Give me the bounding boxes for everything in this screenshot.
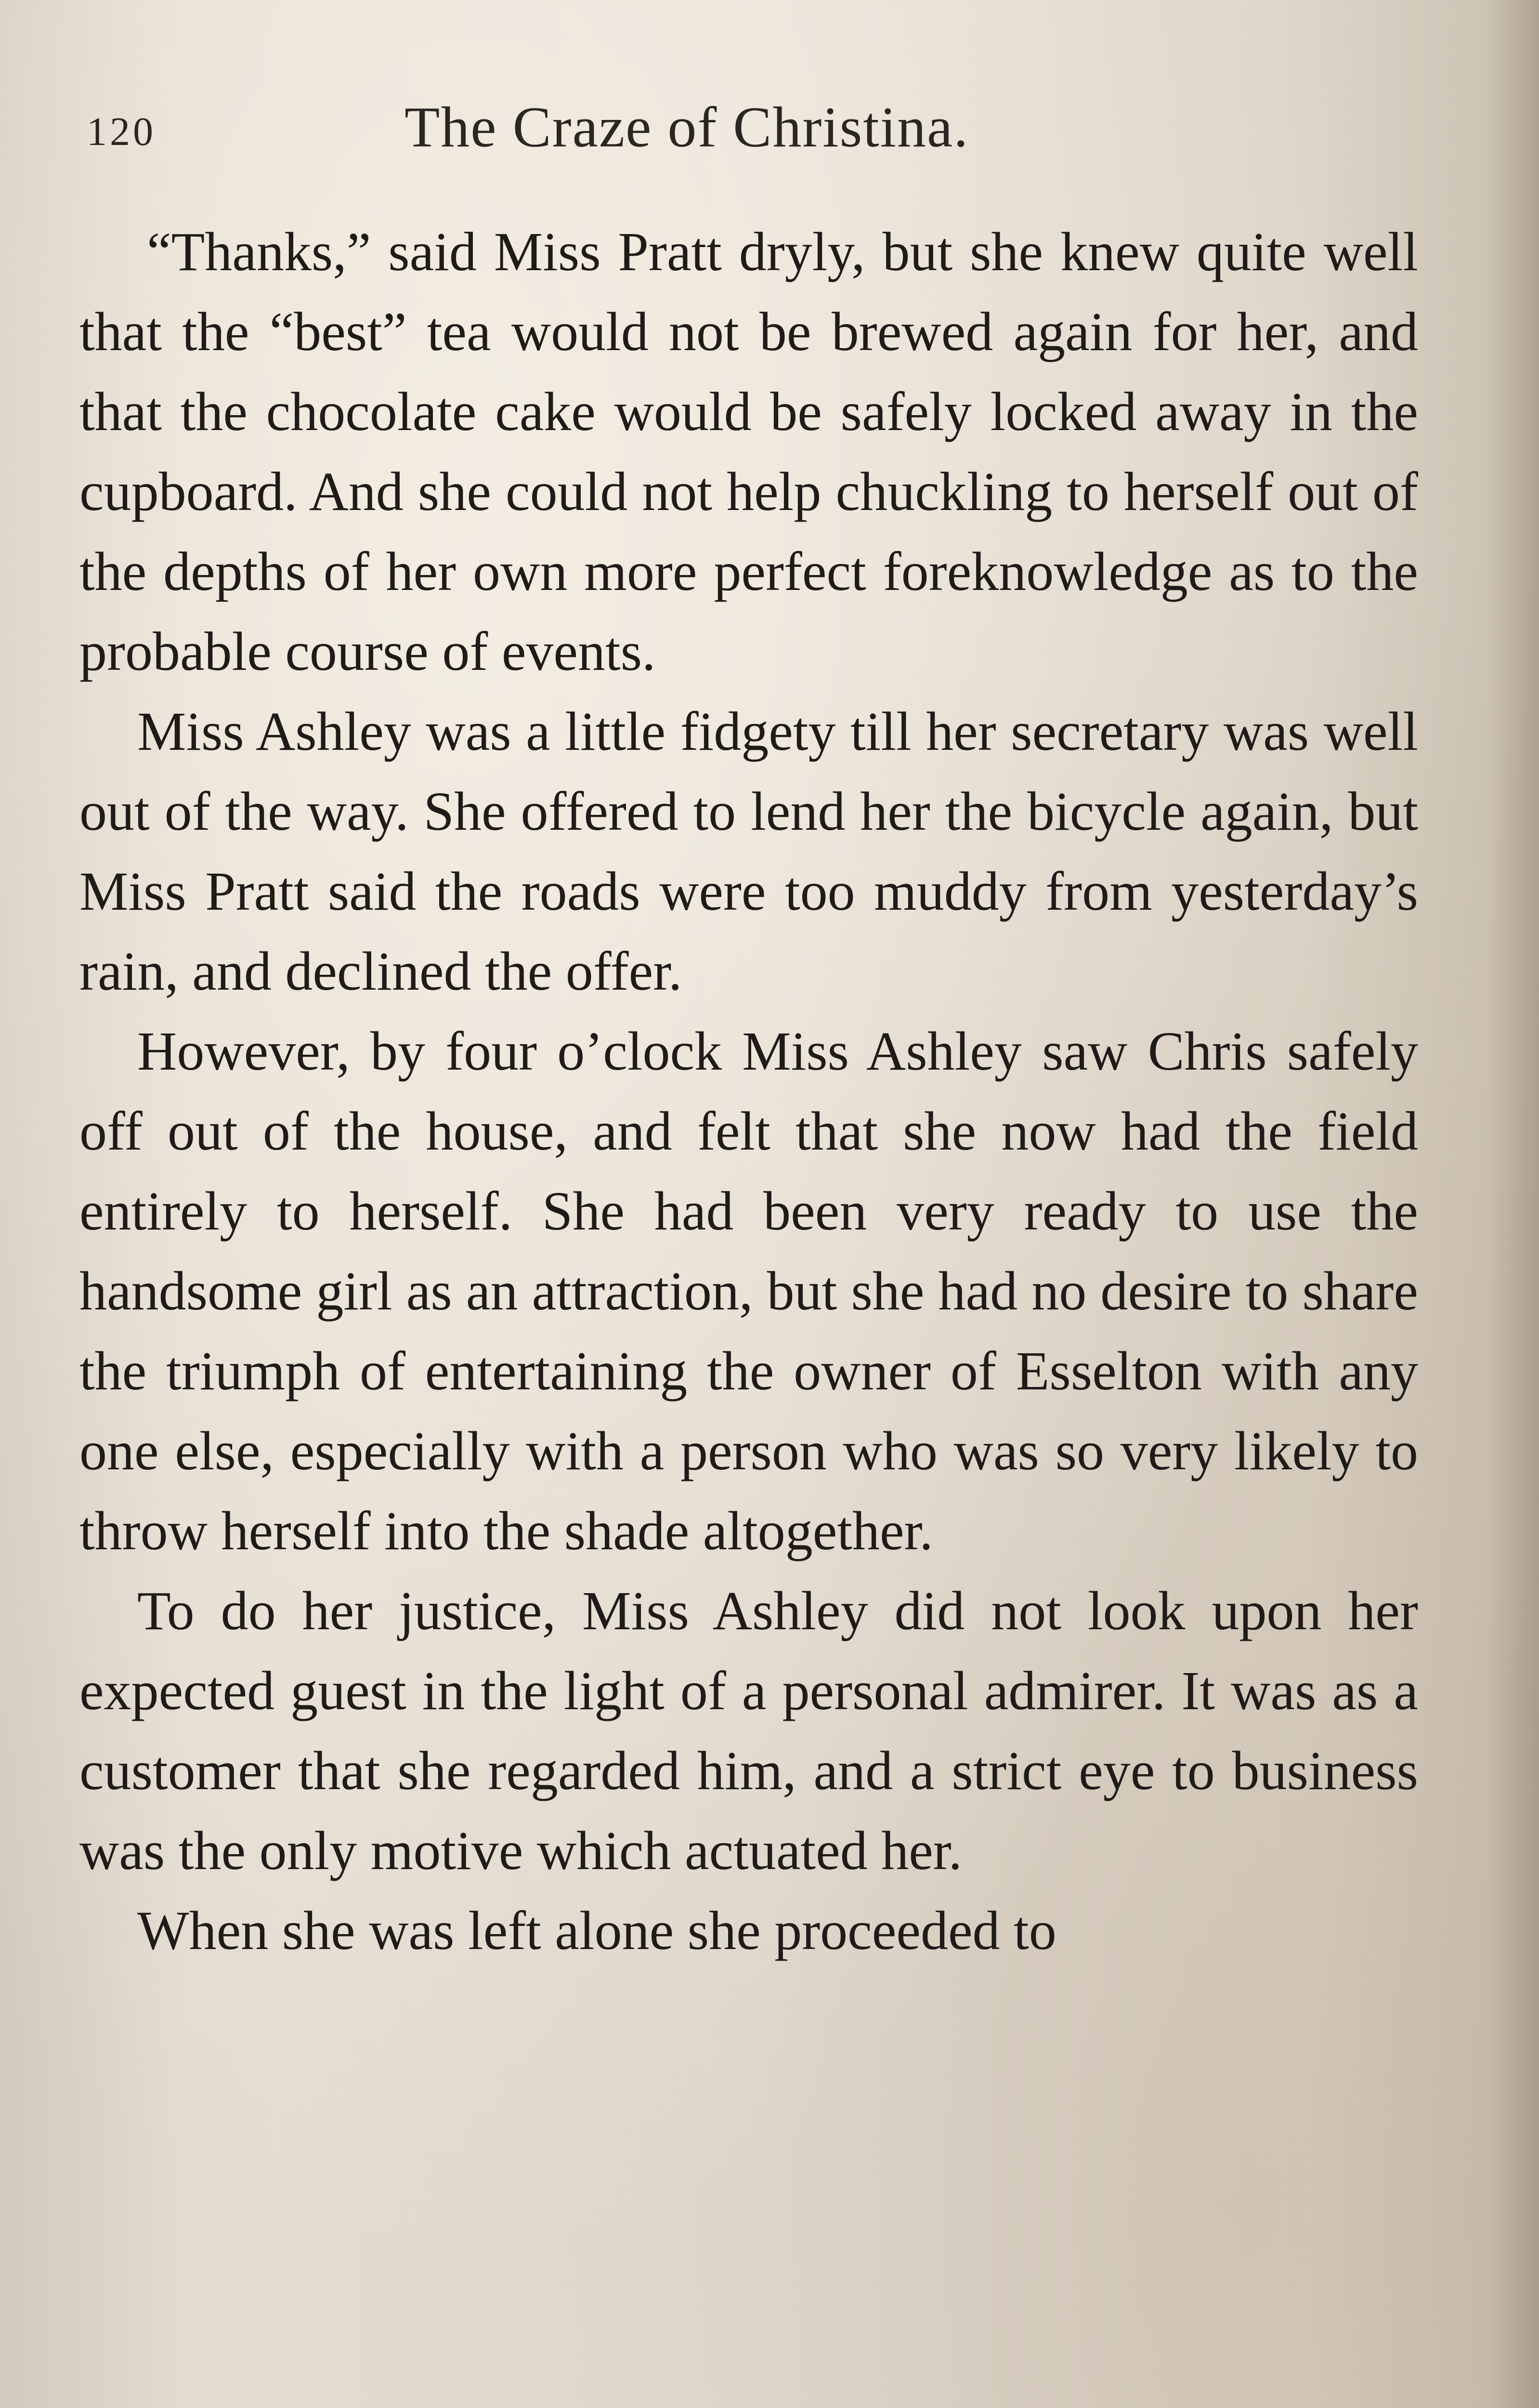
page-header [87,94,1416,161]
paragraph: “Thanks,” said Miss Pratt dryly, but she knew quite well that the “best” tea would not be brewed again for her, and that the chocolate cake would be safely locked away in the cupboard. And she could not help chuckling to herself out of the depths of her own more perfect foreknowledge as to the probable course of events. [79,221,1418,682]
running-title: The Craze of Christina. [404,95,969,159]
paragraph: To do her justice, Miss Ashley did not look upon her expected guest in the light of a personal admirer. It was as a customer that she regarded him, and a strict eye to business was the only motive which actuated her. [79,1580,1418,1881]
body-text [79,212,1418,1971]
paragraph: However, by four o’clock Miss Ashley saw Chris safely off out of the house, and felt that she now had the field entirely to herself. She had been very ready to use the handsome girl as an attraction, but she had no desire to share the triumph of entertaining the owner of Esselton with any one else, especially with a person who was so very likely to throw herself into the shade altogether. [79,1021,1418,1561]
paragraph: Miss Ashley was a little fidgety till her secretary was well out of the way. She offered to lend her the bicycle again, but Miss Pratt said the roads were too muddy from yesterday’s rain, and declined the offer. [79,701,1418,1002]
paragraph: When she was left alone she proceeded to [137,1900,1056,1961]
page-number: 120 [87,109,156,154]
